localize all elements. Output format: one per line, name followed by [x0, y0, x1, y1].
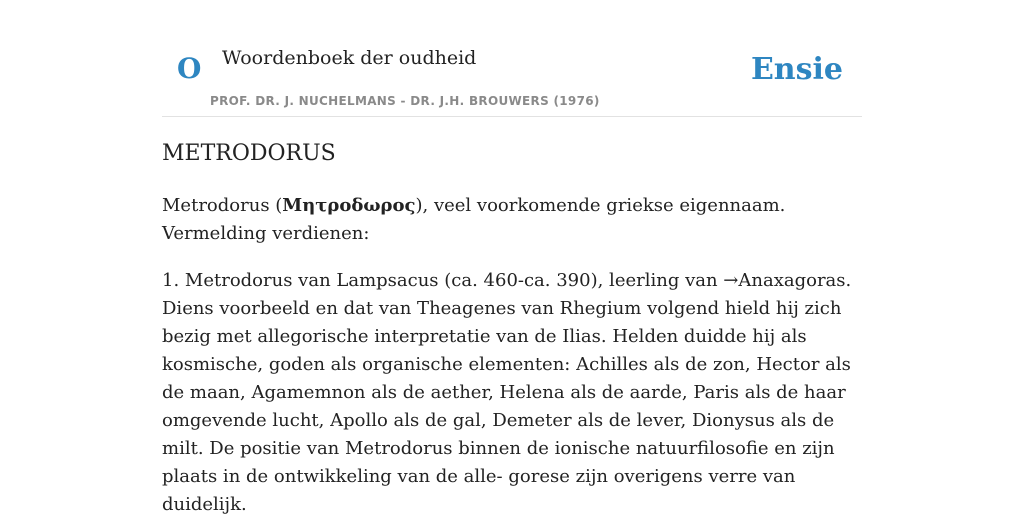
book-authors: PROF. DR. J. NUCHELMANS - DR. J.H. BROUWERS (1976)	[210, 94, 600, 108]
entry-definition-paragraph	[162, 267, 862, 519]
brand-logo-link[interactable]: Ensie	[750, 52, 843, 87]
header	[162, 0, 862, 117]
entry-title: METRODORUS	[162, 141, 336, 166]
definition-text-end: . Diens voorbeeld en dat van Theagenes van Rhegium volgend hield hij zich bezig met allegorische interpretatie van de Ilias. Helden duidde hij als kosmische, goden als organische elementen: Achilles als de zon, Hector als de maan, Agamemnon als de aether, Helena als de aarde, Paris als de haar omgevende lucht, Apollo als de gal, Demeter als de lever, Dionysus als de milt. De positie van Metrodorus binnen de ionische natuurfilosofie en zijn plaats in de ontwikkeling van de alle- gorese zijn overigens verre van duidelijk.	[162, 270, 852, 515]
intro-text-start: Metrodorus (	[162, 195, 283, 216]
anaxagoras-crossref-link[interactable]: →Anaxagoras	[723, 270, 846, 291]
greek-name: Μητροδωρος	[282, 195, 416, 216]
entry-content	[162, 139, 862, 519]
book-title[interactable]: Woordenboek der oudheid	[222, 47, 477, 69]
entry-intro-paragraph	[162, 192, 862, 248]
intro-text-end: ), veel voorkomende griekse eigennaam. Vermelding verdienen:	[162, 195, 786, 244]
letter-index-link[interactable]: O	[177, 52, 202, 85]
definition-text-start: 1. Metrodorus van Lampsacus (ca. 460-ca. 390), leerling van	[162, 270, 724, 291]
